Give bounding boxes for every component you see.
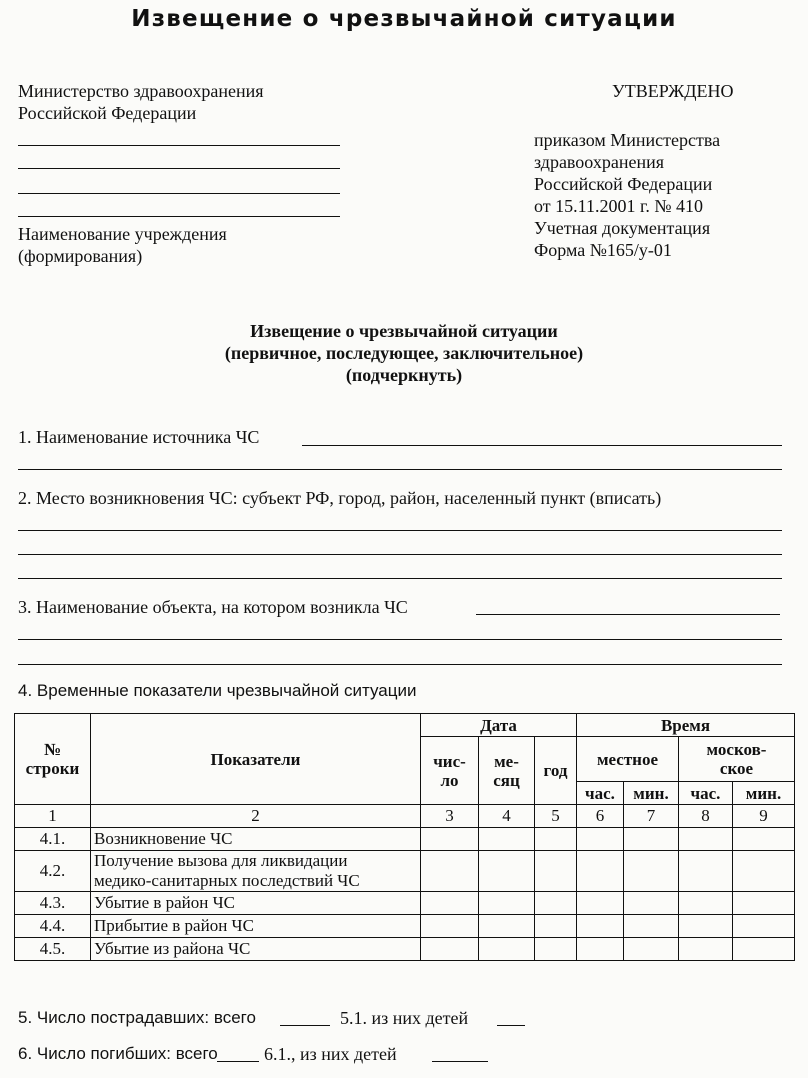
cell-local-min[interactable] xyxy=(624,851,679,892)
header-moscow-hour: час. xyxy=(679,782,733,805)
column-number: 8 xyxy=(679,805,733,828)
field-5-total-input[interactable] xyxy=(280,1025,330,1026)
cell-local-hour[interactable] xyxy=(577,851,624,892)
field-5-1-label: 5.1. из них детей xyxy=(340,1008,469,1028)
table-row xyxy=(15,828,795,851)
row-number: 4.5. xyxy=(15,938,91,961)
row-label: Прибытие в район ЧС xyxy=(91,915,421,938)
row-label: Убытие в район ЧС xyxy=(91,892,421,915)
cell-day[interactable] xyxy=(421,938,479,961)
institution-line-2: (формирования) xyxy=(18,246,143,266)
cell-moscow-min[interactable] xyxy=(733,938,795,961)
ministry-blank-line-2[interactable] xyxy=(18,168,340,169)
approval-line: Российской Федерации xyxy=(534,174,713,194)
header-moscow-part-2: ское xyxy=(719,759,754,778)
header-day xyxy=(421,737,479,805)
cell-year[interactable] xyxy=(535,915,577,938)
cell-moscow-min[interactable] xyxy=(733,892,795,915)
institution-line-1: Наименование учреждения xyxy=(18,224,227,244)
header-indicators: Показатели xyxy=(91,714,421,805)
ministry-line-2: Российской Федерации xyxy=(18,103,197,123)
field-3-label: 3. Наименование объекта, на котором возникла ЧС xyxy=(18,597,408,617)
approval-block xyxy=(534,129,720,261)
ministry-blank-line-3[interactable] xyxy=(18,193,340,194)
cell-moscow-hour[interactable] xyxy=(679,938,733,961)
cell-moscow-hour[interactable] xyxy=(679,892,733,915)
header-day-part-1: чис- xyxy=(433,751,466,771)
cell-local-hour[interactable] xyxy=(577,938,624,961)
row-number: 4.4. xyxy=(15,915,91,938)
header-local-hour: час. xyxy=(577,782,624,805)
form-heading-note: (подчеркнуть) xyxy=(345,365,463,385)
cell-moscow-hour[interactable] xyxy=(679,915,733,938)
cell-day[interactable] xyxy=(421,915,479,938)
cell-year[interactable] xyxy=(535,851,577,892)
ministry-blank-line-4[interactable] xyxy=(18,216,340,217)
cell-year[interactable] xyxy=(535,828,577,851)
cell-moscow-min[interactable] xyxy=(733,851,795,892)
field-6-label: 6. Число погибших: всего xyxy=(18,1044,218,1063)
header-row-number-sign: № xyxy=(43,740,62,759)
approval-line: от 15.11.2001 г. № 410 xyxy=(534,196,703,216)
field-5-1-children-input[interactable] xyxy=(497,1025,525,1026)
table-row xyxy=(15,938,795,961)
cell-year[interactable] xyxy=(535,938,577,961)
header-moscow-time xyxy=(679,737,795,782)
row-label: Возникновение ЧС xyxy=(91,828,421,851)
cell-moscow-hour[interactable] xyxy=(679,828,733,851)
column-number: 6 xyxy=(577,805,624,828)
field-2-input-line-1[interactable] xyxy=(18,530,782,531)
approval-line: приказом Министерства xyxy=(534,130,721,150)
banner-title: Извещение о чрезвычайной ситуации xyxy=(131,6,677,32)
header-time: Время xyxy=(577,714,795,737)
institution-label xyxy=(18,223,227,267)
header-row-number-word: строки xyxy=(25,759,80,778)
field-5-label: 5. Число пострадавших: всего xyxy=(18,1008,256,1027)
cell-local-min[interactable] xyxy=(624,938,679,961)
cell-local-hour[interactable] xyxy=(577,828,624,851)
header-local-time: местное xyxy=(577,737,679,782)
row-number: 4.1. xyxy=(15,828,91,851)
field-6-1-label: 6.1., из них детей xyxy=(264,1044,397,1064)
time-indicators-table xyxy=(14,713,795,961)
cell-moscow-min[interactable] xyxy=(733,915,795,938)
approval-line: Учетная документация xyxy=(534,218,711,238)
header-date: Дата xyxy=(421,714,577,737)
header-row-number xyxy=(15,714,91,805)
row-number: 4.3. xyxy=(15,892,91,915)
row-label xyxy=(91,851,421,892)
field-4-label: 4. Временные показатели чрезвычайной ситуации xyxy=(18,681,417,700)
table-row xyxy=(15,915,795,938)
cell-day[interactable] xyxy=(421,892,479,915)
ministry-line-1: Министерство здравоохранения xyxy=(18,81,264,101)
cell-day[interactable] xyxy=(421,851,479,892)
header-moscow-min: мин. xyxy=(733,782,795,805)
cell-moscow-min[interactable] xyxy=(733,828,795,851)
header-local-min: мин. xyxy=(624,782,679,805)
column-number: 7 xyxy=(624,805,679,828)
field-1-input-line-2[interactable] xyxy=(18,469,782,470)
cell-local-hour[interactable] xyxy=(577,892,624,915)
field-3-input-line[interactable] xyxy=(476,614,780,615)
column-number: 9 xyxy=(733,805,795,828)
ministry-block xyxy=(18,80,264,124)
field-3-input-line-3[interactable] xyxy=(18,664,782,665)
column-number: 2 xyxy=(91,805,421,828)
cell-local-hour[interactable] xyxy=(577,915,624,938)
cell-month[interactable] xyxy=(479,851,535,892)
header-month-part-2: сяц xyxy=(493,770,520,790)
column-number: 4 xyxy=(479,805,535,828)
field-6-total-input[interactable] xyxy=(217,1061,259,1062)
header-day-part-2: ло xyxy=(440,770,459,790)
cell-local-min[interactable] xyxy=(624,892,679,915)
cell-month[interactable] xyxy=(479,938,535,961)
column-number: 1 xyxy=(15,805,91,828)
field-6-1-children-input[interactable] xyxy=(432,1061,488,1062)
row-label-line-1: Получение вызова для ликвидации xyxy=(94,851,348,870)
cell-moscow-hour[interactable] xyxy=(679,851,733,892)
header-year: год xyxy=(535,737,577,805)
field-1-input-line[interactable] xyxy=(302,445,782,446)
cell-day[interactable] xyxy=(421,828,479,851)
field-2-input-line-3[interactable] xyxy=(18,578,782,579)
row-label-line-2: медико-санитарных последствий ЧС xyxy=(94,871,360,890)
approval-line: здравоохранения xyxy=(534,152,665,172)
row-label: Убытие из района ЧС xyxy=(91,938,421,961)
ministry-blank-line-1[interactable] xyxy=(18,145,340,146)
approval-line: Форма №165/у-01 xyxy=(534,240,672,260)
cell-local-min[interactable] xyxy=(624,915,679,938)
field-1-label: 1. Наименование источника ЧС xyxy=(18,427,260,447)
column-number: 3 xyxy=(421,805,479,828)
table-row xyxy=(15,892,795,915)
header-moscow-part-1: москов- xyxy=(706,740,767,759)
table-row xyxy=(15,851,795,892)
cell-month[interactable] xyxy=(479,892,535,915)
approved-label: УТВЕРЖДЕНО xyxy=(612,81,734,101)
field-2-label: 2. Место возникновения ЧС: субъект РФ, город, район, населенный пункт (вписать) xyxy=(18,488,662,508)
cell-month[interactable] xyxy=(479,828,535,851)
form-heading-types: (первичное, последующее, заключительное) xyxy=(224,343,584,363)
header-month xyxy=(479,737,535,805)
field-3-input-line-2[interactable] xyxy=(18,639,782,640)
field-2-input-line-2[interactable] xyxy=(18,554,782,555)
cell-month[interactable] xyxy=(479,915,535,938)
cell-local-min[interactable] xyxy=(624,828,679,851)
form-heading-title: Извещение о чрезвычайной ситуации xyxy=(250,321,558,341)
row-number: 4.2. xyxy=(15,851,91,892)
cell-year[interactable] xyxy=(535,892,577,915)
header-month-part-1: ме- xyxy=(494,751,519,771)
column-number: 5 xyxy=(535,805,577,828)
